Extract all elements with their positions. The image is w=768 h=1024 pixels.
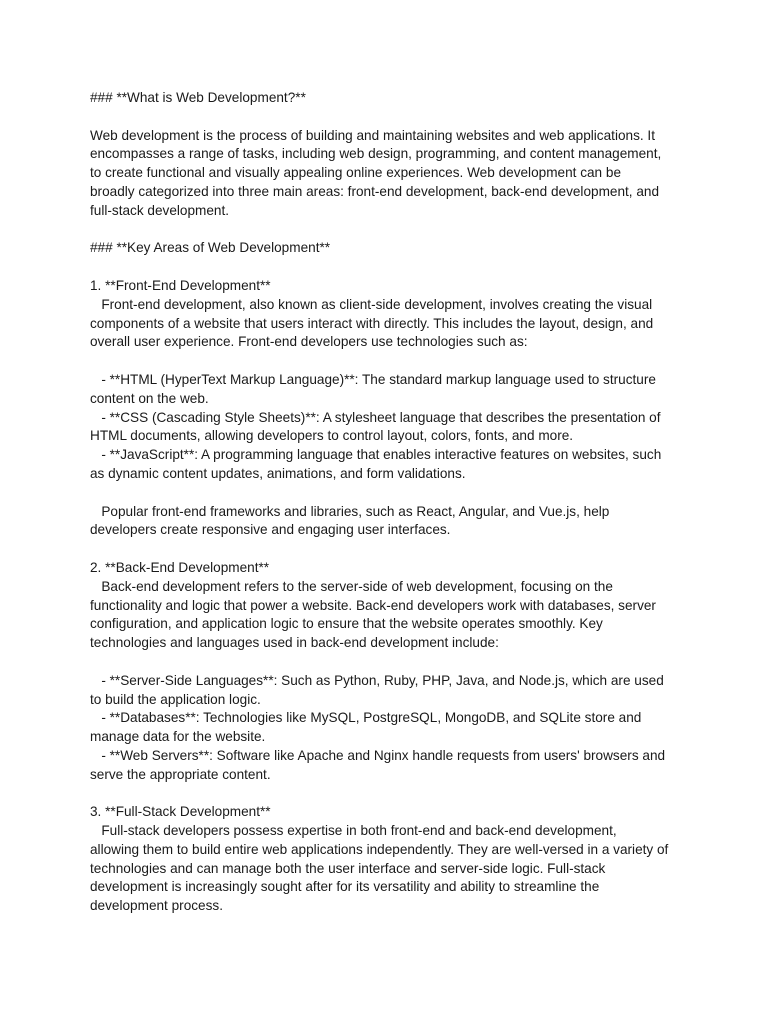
bullet-line: - **Databases**: Technologies like MySQL, PostgreSQL, MongoDB, and SQLite store and	[90, 710, 642, 726]
paragraph-line: Popular front-end frameworks and libraries, such as React, Angular, and Vue.js, help	[90, 503, 610, 519]
paragraph-line: Front-end development, also known as client-side development, involves creating the visual	[90, 296, 653, 312]
blank-line	[90, 484, 690, 503]
paragraph-line: technologies and languages used in back-end development include:	[90, 635, 499, 651]
paragraph-line: content on the web.	[90, 390, 209, 406]
blank-line	[90, 540, 690, 559]
paragraph-line: components of a website that users interact with directly. This includes the layout, design, and	[90, 315, 654, 331]
blank-line	[90, 653, 690, 672]
paragraph-line: development process.	[90, 898, 223, 914]
paragraph-line: Back-end development refers to the server-side of web development, focusing on the	[90, 578, 613, 594]
blank-line	[90, 784, 690, 803]
list-heading: 3. **Full-Stack Development**	[90, 804, 271, 820]
blank-line	[90, 221, 690, 240]
paragraph-line: developers create responsive and engaging user interfaces.	[90, 522, 451, 538]
document-page	[90, 89, 690, 916]
blank-line	[90, 108, 690, 127]
paragraph-line: as dynamic content updates, animations, and form validations.	[90, 465, 466, 481]
paragraph-line: overall user experience. Front-end developers use technologies such as:	[90, 334, 528, 350]
paragraph-line: Full-stack developers possess expertise in both front-end and back-end development,	[90, 823, 617, 839]
document-body	[90, 89, 690, 916]
list-heading: 1. **Front-End Development**	[90, 277, 271, 293]
paragraph-line: HTML documents, allowing developers to control layout, colors, fonts, and more.	[90, 428, 574, 444]
section-heading: ### **Key Areas of Web Development**	[90, 240, 331, 256]
bullet-line: - **Server-Side Languages**: Such as Python, Ruby, PHP, Java, and Node.js, which are used	[90, 672, 664, 688]
bullet-line: - **JavaScript**: A programming language that enables interactive features on websites, such	[90, 447, 662, 463]
paragraph-line: to create functional and visually appealing online experiences. Web development can be	[90, 165, 622, 181]
section-heading: ### **What is Web Development?**	[90, 90, 306, 105]
paragraph-line: technologies and can manage both the user interface and server-side logic. Full-stack	[90, 860, 606, 876]
bullet-line: - **HTML (HyperText Markup Language)**: The standard markup language used to structure	[90, 371, 656, 387]
blank-line	[90, 258, 690, 277]
paragraph-line: full-stack development.	[90, 202, 230, 218]
paragraph-line: allowing them to build entire web applications independently. They are well-versed in a variety of	[90, 841, 669, 857]
paragraph-line: serve the appropriate content.	[90, 766, 271, 782]
blank-line	[90, 352, 690, 371]
paragraph-line: to build the application logic.	[90, 691, 261, 707]
bullet-line: - **CSS (Cascading Style Sheets)**: A stylesheet language that describes the presentation of	[90, 409, 661, 425]
list-heading: 2. **Back-End Development**	[90, 559, 270, 575]
paragraph-line: manage data for the website.	[90, 729, 266, 745]
paragraph-line: development is increasingly sought after for its versatility and ability to streamline the	[90, 879, 600, 895]
paragraph-line: Web development is the process of building and maintaining websites and web applications. It	[90, 127, 655, 143]
bullet-line: - **Web Servers**: Software like Apache and Nginx handle requests from users' browsers and	[90, 747, 666, 763]
paragraph-line: encompasses a range of tasks, including web design, programming, and content management,	[90, 146, 662, 162]
paragraph-line: functionality and logic that power a website. Back-end developers work with databases, server	[90, 597, 656, 613]
paragraph-line: broadly categorized into three main areas: front-end development, back-end development, and	[90, 183, 660, 199]
paragraph-line: configuration, and application logic to ensure that the website operates smoothly. Key	[90, 616, 603, 632]
